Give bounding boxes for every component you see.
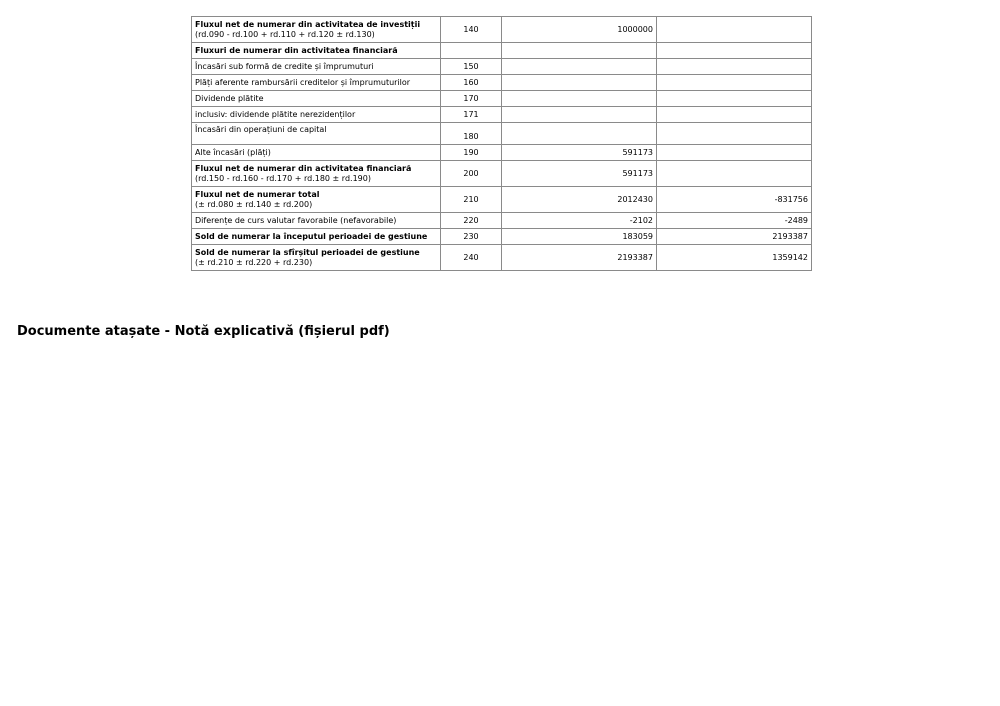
table-row <box>192 43 812 59</box>
row-label: Încasări din operațiuni de capital <box>195 125 327 134</box>
row-value-current: 1000000 <box>502 17 657 43</box>
row-code: 170 <box>441 91 502 107</box>
row-label: Încasări sub formă de credite și împrumuturi <box>195 61 374 71</box>
row-label-cell <box>192 75 441 91</box>
row-label: Plăți aferente rambursării creditelor și împrumuturilor <box>195 77 411 87</box>
row-label: Dividende plătite <box>195 93 264 103</box>
row-value-current: -2102 <box>502 213 657 229</box>
row-value-current: 2012430 <box>502 187 657 213</box>
table-row <box>192 245 812 271</box>
row-value-previous <box>657 91 812 107</box>
row-label: Fluxuri de numerar din activitatea financiară <box>195 45 398 55</box>
row-code: 171 <box>441 107 502 123</box>
row-value-previous <box>657 43 812 59</box>
row-value-previous <box>657 59 812 75</box>
table-row <box>192 107 812 123</box>
table-row <box>192 123 812 145</box>
cash-flow-table-body <box>192 17 812 271</box>
row-code: 210 <box>441 187 502 213</box>
row-label-cell <box>192 17 441 43</box>
row-value-current <box>502 75 657 91</box>
row-code <box>441 43 502 59</box>
row-label: Fluxul net de numerar din activitatea de investiții <box>195 19 421 29</box>
table-row <box>192 75 812 91</box>
table-row <box>192 161 812 187</box>
row-label-cell <box>192 59 441 75</box>
row-code: 190 <box>441 145 502 161</box>
row-label-cell <box>192 123 441 145</box>
row-label-cell <box>192 213 441 229</box>
row-code: 180 <box>441 123 502 145</box>
row-label: Sold de numerar la începutul perioadei de gestiune <box>195 231 428 241</box>
row-value-current <box>502 123 657 145</box>
row-value-current <box>502 59 657 75</box>
row-value-previous <box>657 161 812 187</box>
table-row <box>192 229 812 245</box>
row-value-current: 591173 <box>502 145 657 161</box>
row-label-cell <box>192 161 441 187</box>
row-value-current: 183059 <box>502 229 657 245</box>
cash-flow-table <box>191 16 812 271</box>
row-label: Fluxul net de numerar din activitatea financiară <box>195 163 412 173</box>
table-row <box>192 17 812 43</box>
row-code: 200 <box>441 161 502 187</box>
row-formula: (rd.090 - rd.100 + rd.110 + rd.120 ± rd.130) <box>195 29 375 39</box>
row-value-previous: -831756 <box>657 187 812 213</box>
row-value-previous <box>657 17 812 43</box>
row-label-cell <box>192 229 441 245</box>
row-formula: (± rd.080 ± rd.140 ± rd.200) <box>195 199 313 209</box>
row-value-previous: 1359142 <box>657 245 812 271</box>
row-code: 230 <box>441 229 502 245</box>
row-code: 220 <box>441 213 502 229</box>
row-code: 140 <box>441 17 502 43</box>
table-row <box>192 91 812 107</box>
row-value-current <box>502 107 657 123</box>
row-value-previous <box>657 107 812 123</box>
row-value-previous: 2193387 <box>657 229 812 245</box>
row-label: Fluxul net de numerar total <box>195 189 320 199</box>
row-label-cell <box>192 107 441 123</box>
row-label: Alte încasări (plăți) <box>195 147 271 157</box>
row-value-current: 591173 <box>502 161 657 187</box>
row-label-cell <box>192 43 441 59</box>
row-value-previous <box>657 145 812 161</box>
row-value-previous <box>657 75 812 91</box>
row-label-cell <box>192 145 441 161</box>
row-formula: (± rd.210 ± rd.220 + rd.230) <box>195 257 313 267</box>
attached-documents-title: Documente atașate - Notă explicativă (fișierul pdf) <box>17 324 390 339</box>
table-row <box>192 59 812 75</box>
row-value-current: 2193387 <box>502 245 657 271</box>
row-value-previous: -2489 <box>657 213 812 229</box>
row-label-cell <box>192 91 441 107</box>
row-label-cell <box>192 187 441 213</box>
row-label: inclusiv: dividende plătite nerezidenților <box>195 109 356 119</box>
row-label-cell <box>192 245 441 271</box>
row-value-current <box>502 91 657 107</box>
row-label: Diferențe de curs valutar favorabile (nefavorabile) <box>195 215 397 225</box>
row-code: 240 <box>441 245 502 271</box>
table-row <box>192 145 812 161</box>
row-value-current <box>502 43 657 59</box>
row-formula: (rd.150 - rd.160 - rd.170 + rd.180 ± rd.190) <box>195 173 371 183</box>
table-row <box>192 213 812 229</box>
row-code: 160 <box>441 75 502 91</box>
row-code: 150 <box>441 59 502 75</box>
table-row <box>192 187 812 213</box>
row-value-previous <box>657 123 812 145</box>
row-label: Sold de numerar la sfîrșitul perioadei de gestiune <box>195 247 420 257</box>
